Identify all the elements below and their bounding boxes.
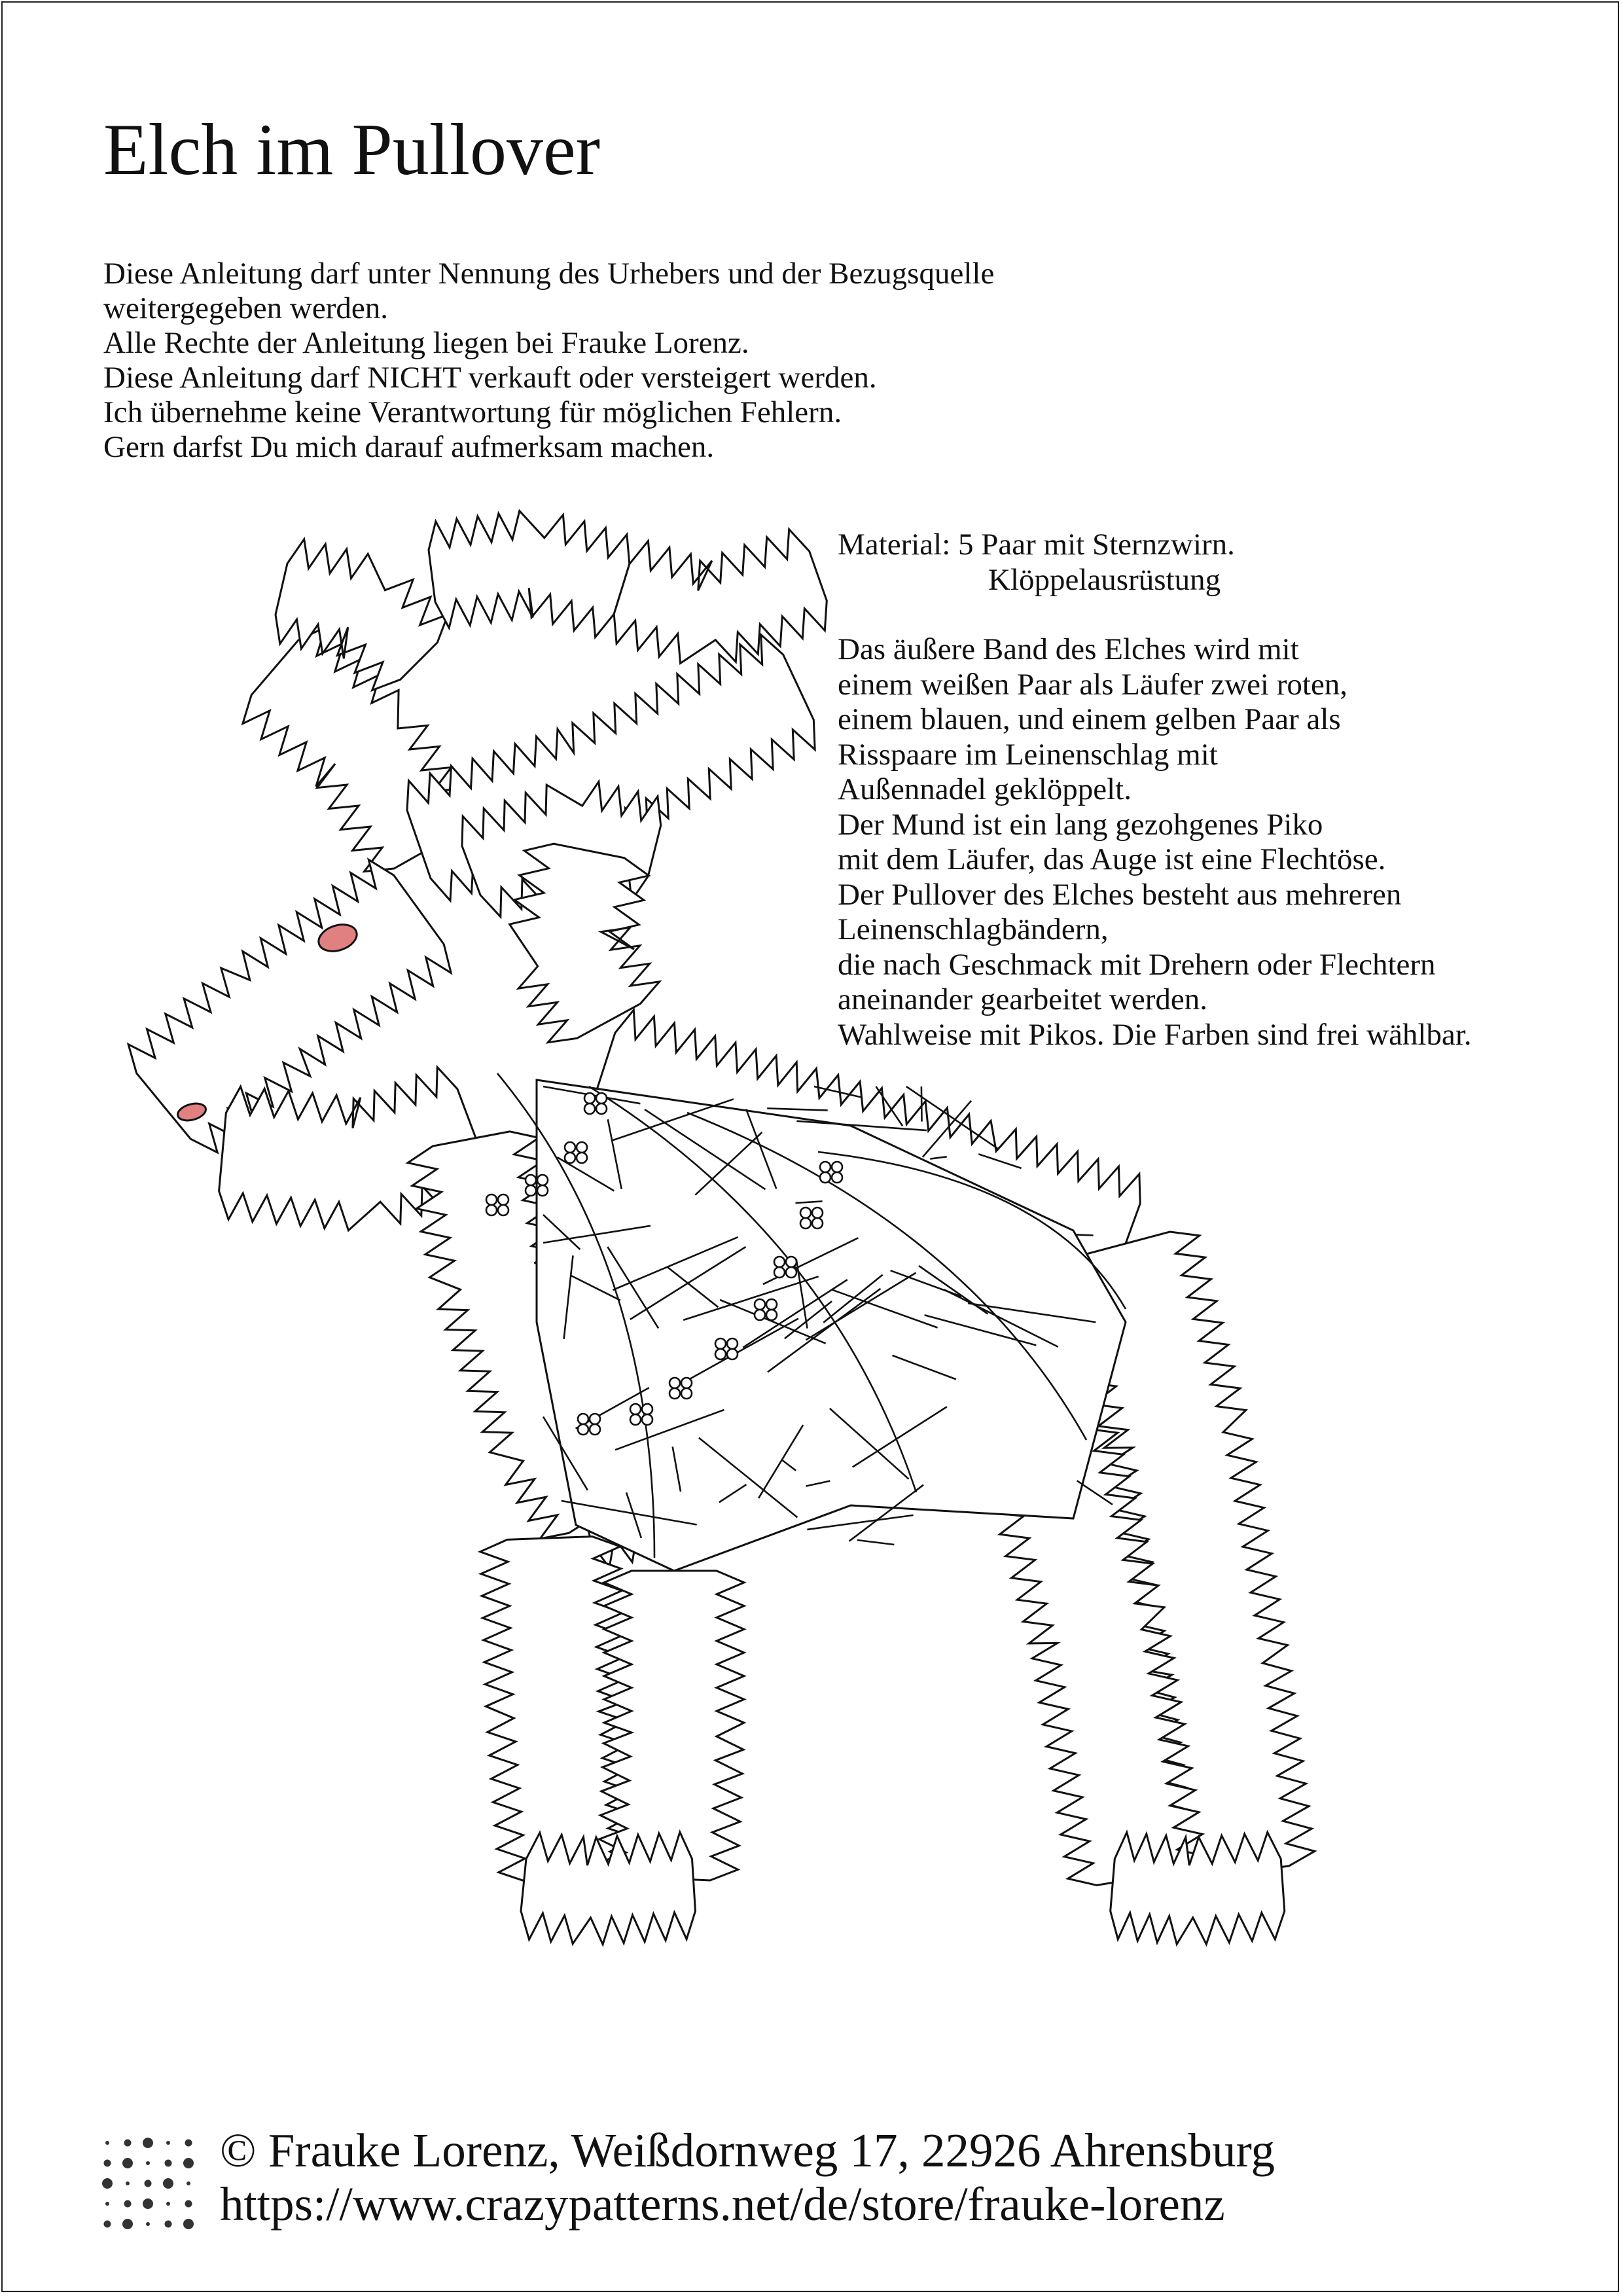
lace-band <box>598 1571 744 1880</box>
lace-thread <box>921 1086 922 1122</box>
braid-loop <box>578 1414 588 1424</box>
braid-loop <box>565 1153 575 1163</box>
braid-loop <box>715 1338 726 1349</box>
notice-line: Diese Anleitung darf NICHT verkauft oder versteigert werden. <box>103 361 877 395</box>
braid-loop <box>755 1310 765 1320</box>
braid-loop <box>486 1205 497 1215</box>
description-line: Der Mund ist ein lang gezohgenes Piko <box>838 807 1323 842</box>
logo-dot <box>122 2158 133 2168</box>
page-title: Elch im Pullover <box>103 109 601 190</box>
braid-loop <box>590 1424 600 1435</box>
lace-thread <box>807 1515 913 1530</box>
logo-dot <box>104 2221 111 2228</box>
logo-dot <box>187 2181 190 2185</box>
braid-loop <box>715 1349 726 1359</box>
logo-dot <box>126 2181 130 2185</box>
notice-line: Alle Rechte der Anleitung liegen bei Frauke Lorenz. <box>103 326 749 360</box>
logo-dot <box>124 2200 132 2208</box>
description-line: Der Pullover des Elches besteht aus mehreren <box>838 877 1402 912</box>
braid-loop <box>526 1185 536 1196</box>
logo-dot <box>102 2178 113 2189</box>
logo-dot <box>166 2202 170 2206</box>
braid-loop <box>537 1175 548 1185</box>
notice-line: Diese Anleitung darf unter Nennung des Urhebers und der Bezugsquelle <box>103 257 995 291</box>
logo-dot <box>183 2219 194 2229</box>
logo-dot <box>185 2200 192 2208</box>
braid-loop <box>820 1162 830 1172</box>
logo-dot <box>163 2178 173 2189</box>
braid-loop <box>486 1194 497 1205</box>
logo-dot <box>165 2160 172 2167</box>
braid-loop <box>774 1257 785 1267</box>
notice-line: Ich übernehme keine Verantwortung für möglichen Fehlern. <box>103 395 842 429</box>
lace-band <box>429 511 630 637</box>
description-line: die nach Geschmack mit Drehern oder Flechtern <box>838 947 1436 982</box>
braid-loop <box>498 1194 508 1205</box>
logo-dot <box>166 2141 170 2145</box>
braid-loop <box>577 1142 587 1153</box>
braid-loop <box>537 1185 548 1196</box>
material-line: Material: 5 Paar mit Sternzwirn. <box>838 528 1235 562</box>
logo-dot <box>143 2138 153 2148</box>
braid-loop <box>590 1414 600 1424</box>
braid-loop <box>832 1162 842 1172</box>
notice-line: weitergegeben werden. <box>103 291 388 325</box>
braid-loop <box>498 1205 508 1215</box>
braid-loop <box>669 1378 680 1388</box>
braid-loop <box>584 1093 595 1103</box>
braid-loop <box>727 1349 738 1359</box>
pattern-outline <box>128 511 1315 1945</box>
description-line: Leinenschlagbändern, <box>838 912 1109 946</box>
dot-grid-logo-icon <box>99 2135 198 2233</box>
description-line: Das äußere Band des Elches wird mit <box>838 632 1299 666</box>
braid-loop <box>786 1267 796 1278</box>
braid-loop <box>584 1103 595 1114</box>
braid-loop <box>820 1172 830 1183</box>
logo-dot <box>146 2222 150 2226</box>
braid-loop <box>669 1388 680 1399</box>
lace-band <box>480 1537 639 1882</box>
logo-dot <box>183 2158 194 2168</box>
description-line: mit dem Läufer, das Auge ist eine Flechtöse. <box>838 842 1386 876</box>
braid-loop <box>812 1218 823 1229</box>
lace-band <box>510 844 660 1043</box>
braid-loop <box>565 1142 575 1153</box>
description-line: einem blauen, und einem gelben Paar als <box>838 702 1341 736</box>
lace-thread <box>857 1540 895 1545</box>
lace-band <box>614 529 827 664</box>
logo-dot <box>124 2140 132 2147</box>
logo-dot <box>143 2198 153 2209</box>
logo-dot <box>104 2160 111 2167</box>
braid-loop <box>596 1093 607 1103</box>
braid-loop <box>630 1404 641 1414</box>
footer-copyright: © Frauke Lorenz, Weißdornweg 17, 22926 Ahrensburg <box>220 2124 1275 2177</box>
description-line: einem weißen Paar als Läufer zwei roten, <box>838 667 1348 702</box>
braid-loop <box>630 1414 641 1425</box>
braid-loop <box>642 1414 652 1425</box>
braid-loop <box>766 1299 777 1310</box>
braid-loop <box>766 1310 777 1320</box>
description-line: Außennadel geklöppelt. <box>838 772 1132 806</box>
footer-url[interactable]: https://www.crazypatterns.net/de/store/frauke-lorenz <box>220 2178 1225 2231</box>
material-line: Klöppelausrüstung <box>988 562 1221 597</box>
description-line: aneinander gearbeitet werden. <box>838 982 1207 1016</box>
braid-loop <box>800 1218 811 1229</box>
logo-dot <box>105 2141 109 2145</box>
braid-loop <box>681 1378 692 1388</box>
description-line: Wahlweise mit Pikos. Die Farben sind frei wählbar. <box>838 1017 1472 1052</box>
notice-line: Gern darfst Du mich darauf aufmerksam machen. <box>103 430 715 464</box>
logo-dot <box>185 2140 192 2147</box>
braid-loop <box>812 1208 823 1218</box>
logo-dot <box>146 2161 150 2165</box>
braid-loop <box>681 1388 692 1399</box>
braid-loop <box>596 1103 607 1114</box>
braid-loop <box>578 1424 588 1435</box>
braid-loop <box>727 1338 738 1349</box>
footer <box>220 2124 1275 2231</box>
logo-dot <box>105 2202 109 2206</box>
lace-thread <box>1077 1234 1094 1235</box>
braid-loop <box>774 1267 785 1278</box>
braid-loop <box>832 1172 842 1183</box>
logo-dot <box>122 2219 133 2229</box>
braid-loop <box>642 1404 652 1414</box>
braid-loop <box>526 1175 536 1185</box>
logo-dot <box>165 2221 172 2228</box>
braid-loop <box>577 1153 587 1163</box>
description-line: Risspaare im Leinenschlag mit <box>838 737 1218 772</box>
logo-dot <box>145 2180 152 2187</box>
braid-loop <box>800 1208 811 1218</box>
braid-loop <box>755 1299 765 1310</box>
braid-loop <box>786 1257 796 1267</box>
